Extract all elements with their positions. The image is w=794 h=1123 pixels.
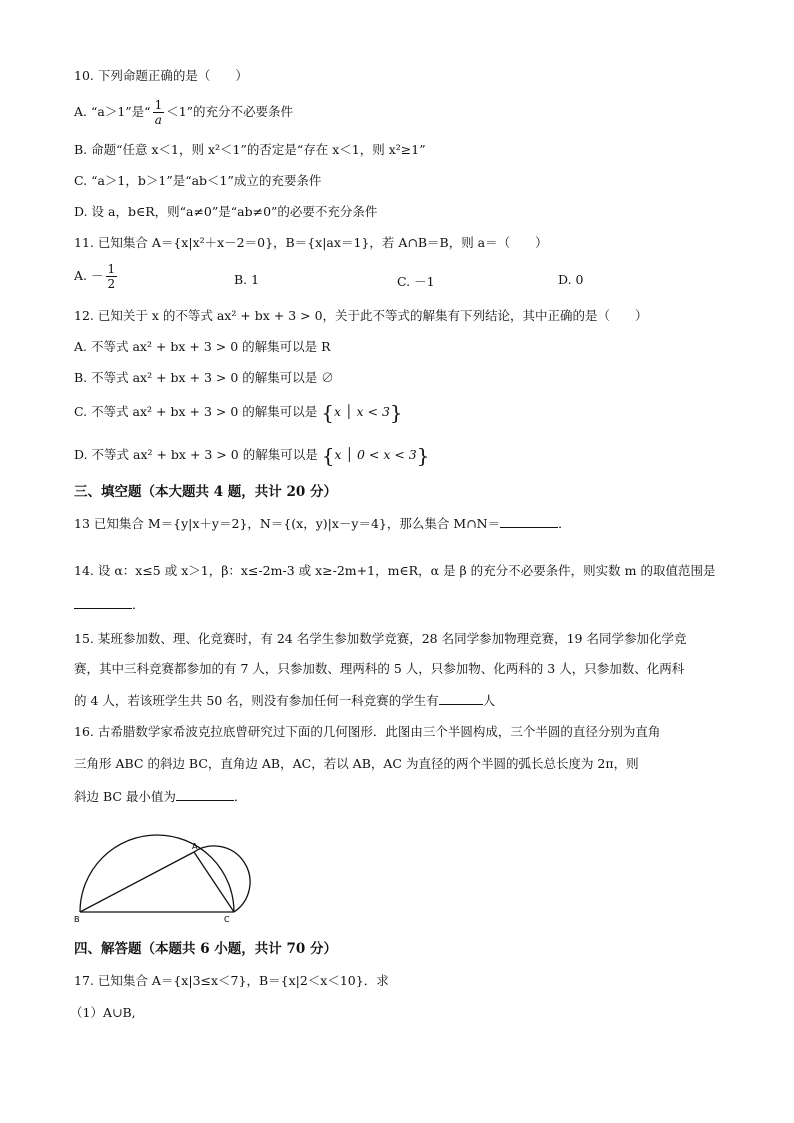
fraction-denominator: a [154, 113, 162, 127]
fraction-numerator: 1 [107, 262, 116, 276]
q15-answer-blank [439, 692, 483, 705]
label-c: C [224, 915, 230, 924]
q14-end: ． [132, 597, 145, 612]
q13-answer-blank [500, 515, 558, 528]
q10-a-suffix: ＜1”的充分不必要条件 [166, 104, 294, 119]
q11-option-d: D. 0 [558, 272, 584, 287]
q15-line-1: 15. 某班参加数、理、化竞赛时，有 24 名学生参加数学竞赛，28 名同学参加物理竞赛，19 名同学参加化学竞 [74, 631, 687, 646]
q15-line-3-text: 的 4 人，若该班学生共 50 名，则没有参加任何一科竞赛的学生有 [74, 693, 439, 708]
q12-option-b: B. 不等式 ax² + bx + 3 > 0 的解集可以是 ∅ [74, 370, 334, 385]
q15-line-2: 赛，其中三科竞赛都参加的有 7 人，只参加数、理两科的 5 人，只参加物、化两科的 3 人，只参加数、化两科 [74, 661, 685, 676]
q11-a-fraction [106, 262, 118, 291]
q14-answer-blank [74, 596, 132, 609]
q10-option-b: B. 命题“任意 x＜1，则 x²＜1”的否定是“存在 x＜1，则 x²≥1” [74, 142, 426, 157]
q12-c-set: x │ x < 3 [333, 404, 390, 419]
q15-end: 人 [482, 693, 496, 708]
fraction-numerator: 1 [154, 98, 163, 112]
q12-option-d: D. 不等式 ax² + bx + 3 > 0 的解集可以是 {x │ 0 < x < 3} [74, 443, 430, 468]
label-a: A [192, 842, 198, 851]
q10-a-prefix: A. “a＞1”是“ [74, 104, 151, 119]
q11-option-b: B. 1 [234, 272, 260, 287]
q16-line-3-text: 斜边 BC 最小值为 [74, 789, 176, 804]
q13-body: 13 已知集合 M＝{y|x＋y＝2}，N＝{(x，y)|x－y＝4}，那么集合 M∩N＝ [74, 516, 501, 531]
q12-stem: 12. 已知关于 x 的不等式 ax² + bx + 3 > 0，关于此不等式的解集有下列结论，其中正确的是（ ） [74, 308, 648, 323]
q13-end: ． [558, 516, 571, 531]
q12-c-prefix: C. 不等式 ax² + bx + 3 > 0 的解集可以是 [74, 404, 318, 419]
q11-option-c: C. －1 [397, 274, 435, 289]
section-3-heading: 三、填空题（本大题共 4 题，共计 20 分） [74, 484, 337, 500]
q10-stem: 10. 下列命题正确的是（ ） [74, 68, 248, 83]
q11-option-a [74, 262, 119, 291]
q16-line-3 [74, 788, 246, 805]
label-b: B [74, 915, 80, 924]
q14-text: 14. 设 α：x≤5 或 x＞1，β：x≤-2m-3 或 x≥-2m+1，m∈R，α 是 β 的充分不必要条件，则实数 m 的取值范围是 [74, 563, 716, 578]
q14-blank-line [74, 596, 145, 613]
q16-line-1: 16. 古希腊数学家希波克拉底曾研究过下面的几何图形．此图由三个半圆构成，三个半圆的直径分别为直角 [74, 724, 661, 739]
q11-a-label: A. [74, 268, 88, 283]
q17-part-1: （1）A∪B, [70, 1005, 136, 1020]
segment-ab [80, 852, 194, 912]
semicircle-ac [194, 846, 250, 912]
hippocrates-lune-figure [72, 825, 252, 925]
section-4-heading: 四、解答题（本题共 6 小题，共计 70 分） [74, 941, 337, 957]
q17-stem: 17. 已知集合 A＝{x|3≤x＜7}，B＝{x|2＜x＜10}．求 [74, 973, 389, 988]
q10-option-a [74, 98, 293, 127]
q12-option-a: A. 不等式 ax² + bx + 3 > 0 的解集可以是 R [74, 339, 331, 354]
fraction-denominator: 2 [107, 277, 116, 291]
q11-stem: 11. 已知集合 A＝{x|x²＋x－2＝0}，B＝{x|ax＝1}，若 A∩B＝B，则 a＝（ ） [74, 235, 548, 250]
q11-a-sign: － [91, 268, 104, 283]
q16-line-2: 三角形 ABC 的斜边 BC，直角边 AB，AC，若以 AB，AC 为直径的两个半圆的弧长总长度为 2π，则 [74, 756, 639, 771]
q12-option-c: C. 不等式 ax² + bx + 3 > 0 的解集可以是 {x │ x < 3} [74, 400, 403, 425]
q13-text [74, 515, 571, 532]
q15-line-3 [74, 692, 495, 709]
q10-a-fraction [153, 98, 165, 127]
q10-option-c: C. “a＞1，b＞1”是“ab＜1”成立的充要条件 [74, 173, 322, 188]
q12-d-prefix: D. 不等式 ax² + bx + 3 > 0 的解集可以是 [74, 447, 318, 462]
q16-end: ． [233, 789, 247, 804]
q12-d-set: x │ 0 < x < 3 [334, 447, 417, 462]
q10-option-d: D. 设 a，b∈R，则“a≠0”是“ab≠0”的必要不充分条件 [74, 204, 378, 219]
q16-answer-blank [176, 788, 234, 801]
